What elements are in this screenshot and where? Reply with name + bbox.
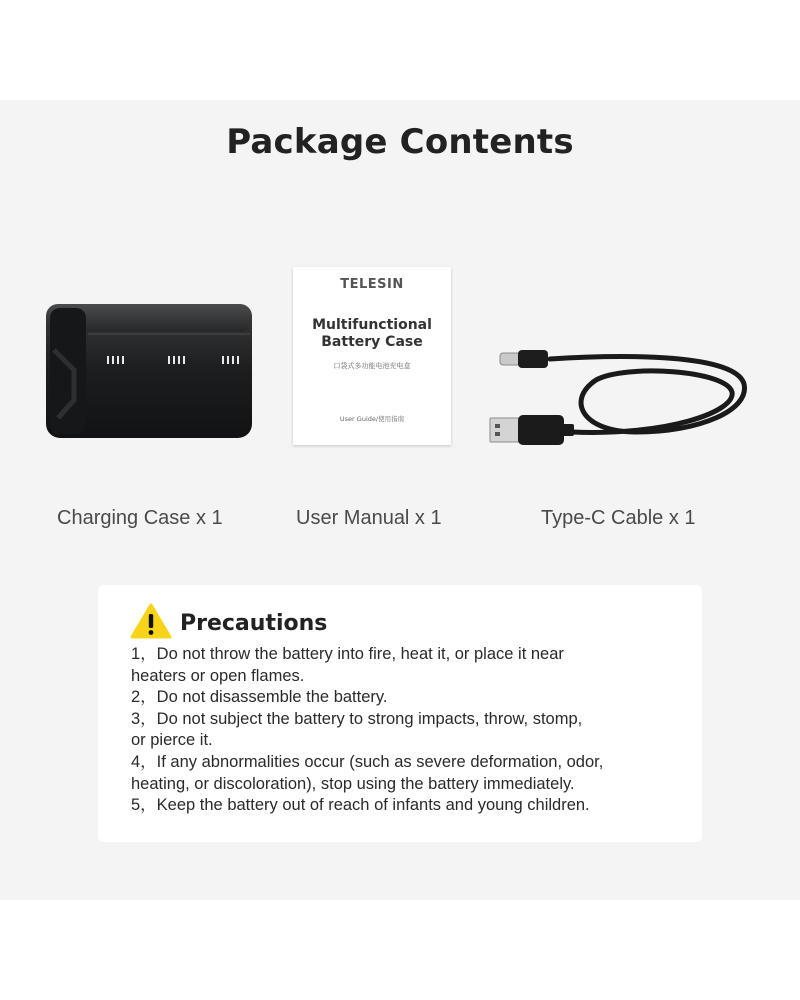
manual-subtitle: 口袋式多功能电池充电盒: [333, 362, 411, 370]
warning-icon: [130, 603, 172, 639]
manual-title-line1: Multifunctional: [312, 317, 432, 333]
type-c-cable-image: [486, 340, 756, 460]
precaution-line: 3，Do not subject the battery to strong impacts, throw, stomp,: [131, 709, 583, 728]
precaution-line: 2，Do not disassemble the battery.: [131, 688, 388, 707]
precautions-title: Precautions: [180, 611, 328, 636]
precaution-line: 1，Do not throw the battery into fire, heat it, or place it near: [131, 645, 564, 663]
precaution-line: or pierce it.: [131, 731, 213, 750]
manual-title-line2: Battery Case: [321, 334, 423, 350]
manual-brand: TELESIN: [340, 277, 404, 292]
precautions-list: [131, 644, 691, 817]
precaution-line: 4，If any abnormalities occur (such as severe deformation, odor,: [131, 752, 604, 771]
precaution-line: 5，Keep the battery out of reach of infants and young children.: [131, 796, 590, 815]
user-manual-label: User Manual x 1: [296, 507, 442, 529]
precautions-box: [98, 585, 702, 842]
user-manual-image: [293, 267, 451, 445]
type-c-cable-label: Type-C Cable x 1: [541, 507, 696, 529]
precaution-line: heaters or open flames.: [131, 666, 305, 685]
manual-title: [293, 317, 451, 351]
charging-case-label: Charging Case x 1: [57, 507, 223, 529]
precaution-line: heating, or discoloration), stop using the battery immediately.: [131, 774, 575, 793]
manual-guide-label: User Guide/使用指南: [339, 415, 405, 423]
charging-case-image: [44, 300, 256, 442]
page-title: Package Contents: [226, 122, 574, 162]
